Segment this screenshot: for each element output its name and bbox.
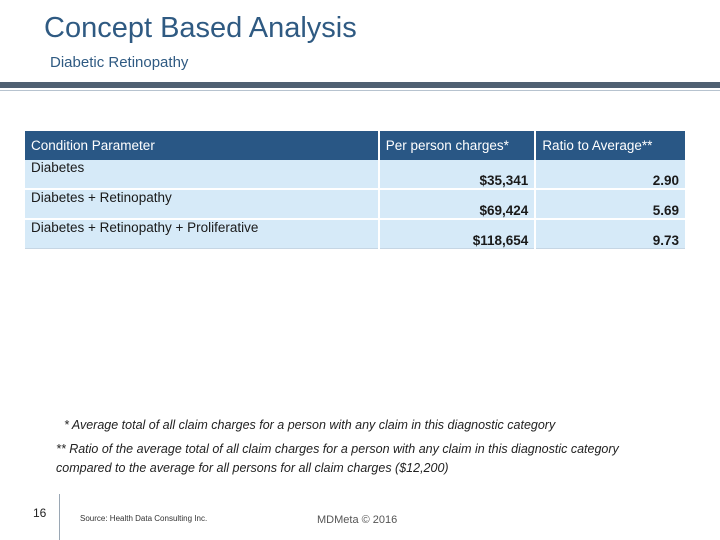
table-header-row	[25, 131, 685, 160]
header-per-person-charges: Per person charges*	[379, 131, 536, 160]
row-condition: Diabetes + Retinopathy	[25, 189, 379, 219]
header-divider	[0, 82, 720, 88]
row-charges: $69,424	[379, 189, 536, 219]
row-ratio: 5.69	[535, 189, 685, 219]
header-ratio-to-average: Ratio to Average**	[535, 131, 685, 160]
header-condition-parameter: Condition Parameter	[25, 131, 379, 160]
copyright-notice: MDMeta © 2016	[317, 514, 398, 526]
row-ratio: 9.73	[535, 219, 685, 249]
slide-title: Concept Based Analysis	[44, 12, 357, 44]
table-row	[25, 160, 685, 189]
footnote-ratio: ** Ratio of the average total of all claim charges for a person with any claim in this diagnostic category compared to the average for all persons for all claim charges ($12,200)	[56, 442, 619, 475]
row-condition: Diabetes	[25, 160, 379, 189]
header-divider-thin	[0, 90, 720, 91]
page-number: 16	[33, 506, 47, 520]
row-condition: Diabetes + Retinopathy + Proliferative	[25, 219, 379, 249]
charges-table	[25, 131, 685, 249]
slide-subtitle: Diabetic Retinopathy	[50, 54, 189, 71]
table-row	[25, 189, 685, 219]
row-ratio: 2.90	[535, 160, 685, 189]
footnote-charges: * Average total of all claim charges for a person with any claim in this diagnostic category	[64, 418, 556, 432]
table-row	[25, 219, 685, 249]
footer-divider	[59, 494, 60, 540]
source-credit: Source: Health Data Consulting Inc.	[80, 514, 208, 523]
row-charges: $118,654	[379, 219, 536, 249]
row-charges: $35,341	[379, 160, 536, 189]
